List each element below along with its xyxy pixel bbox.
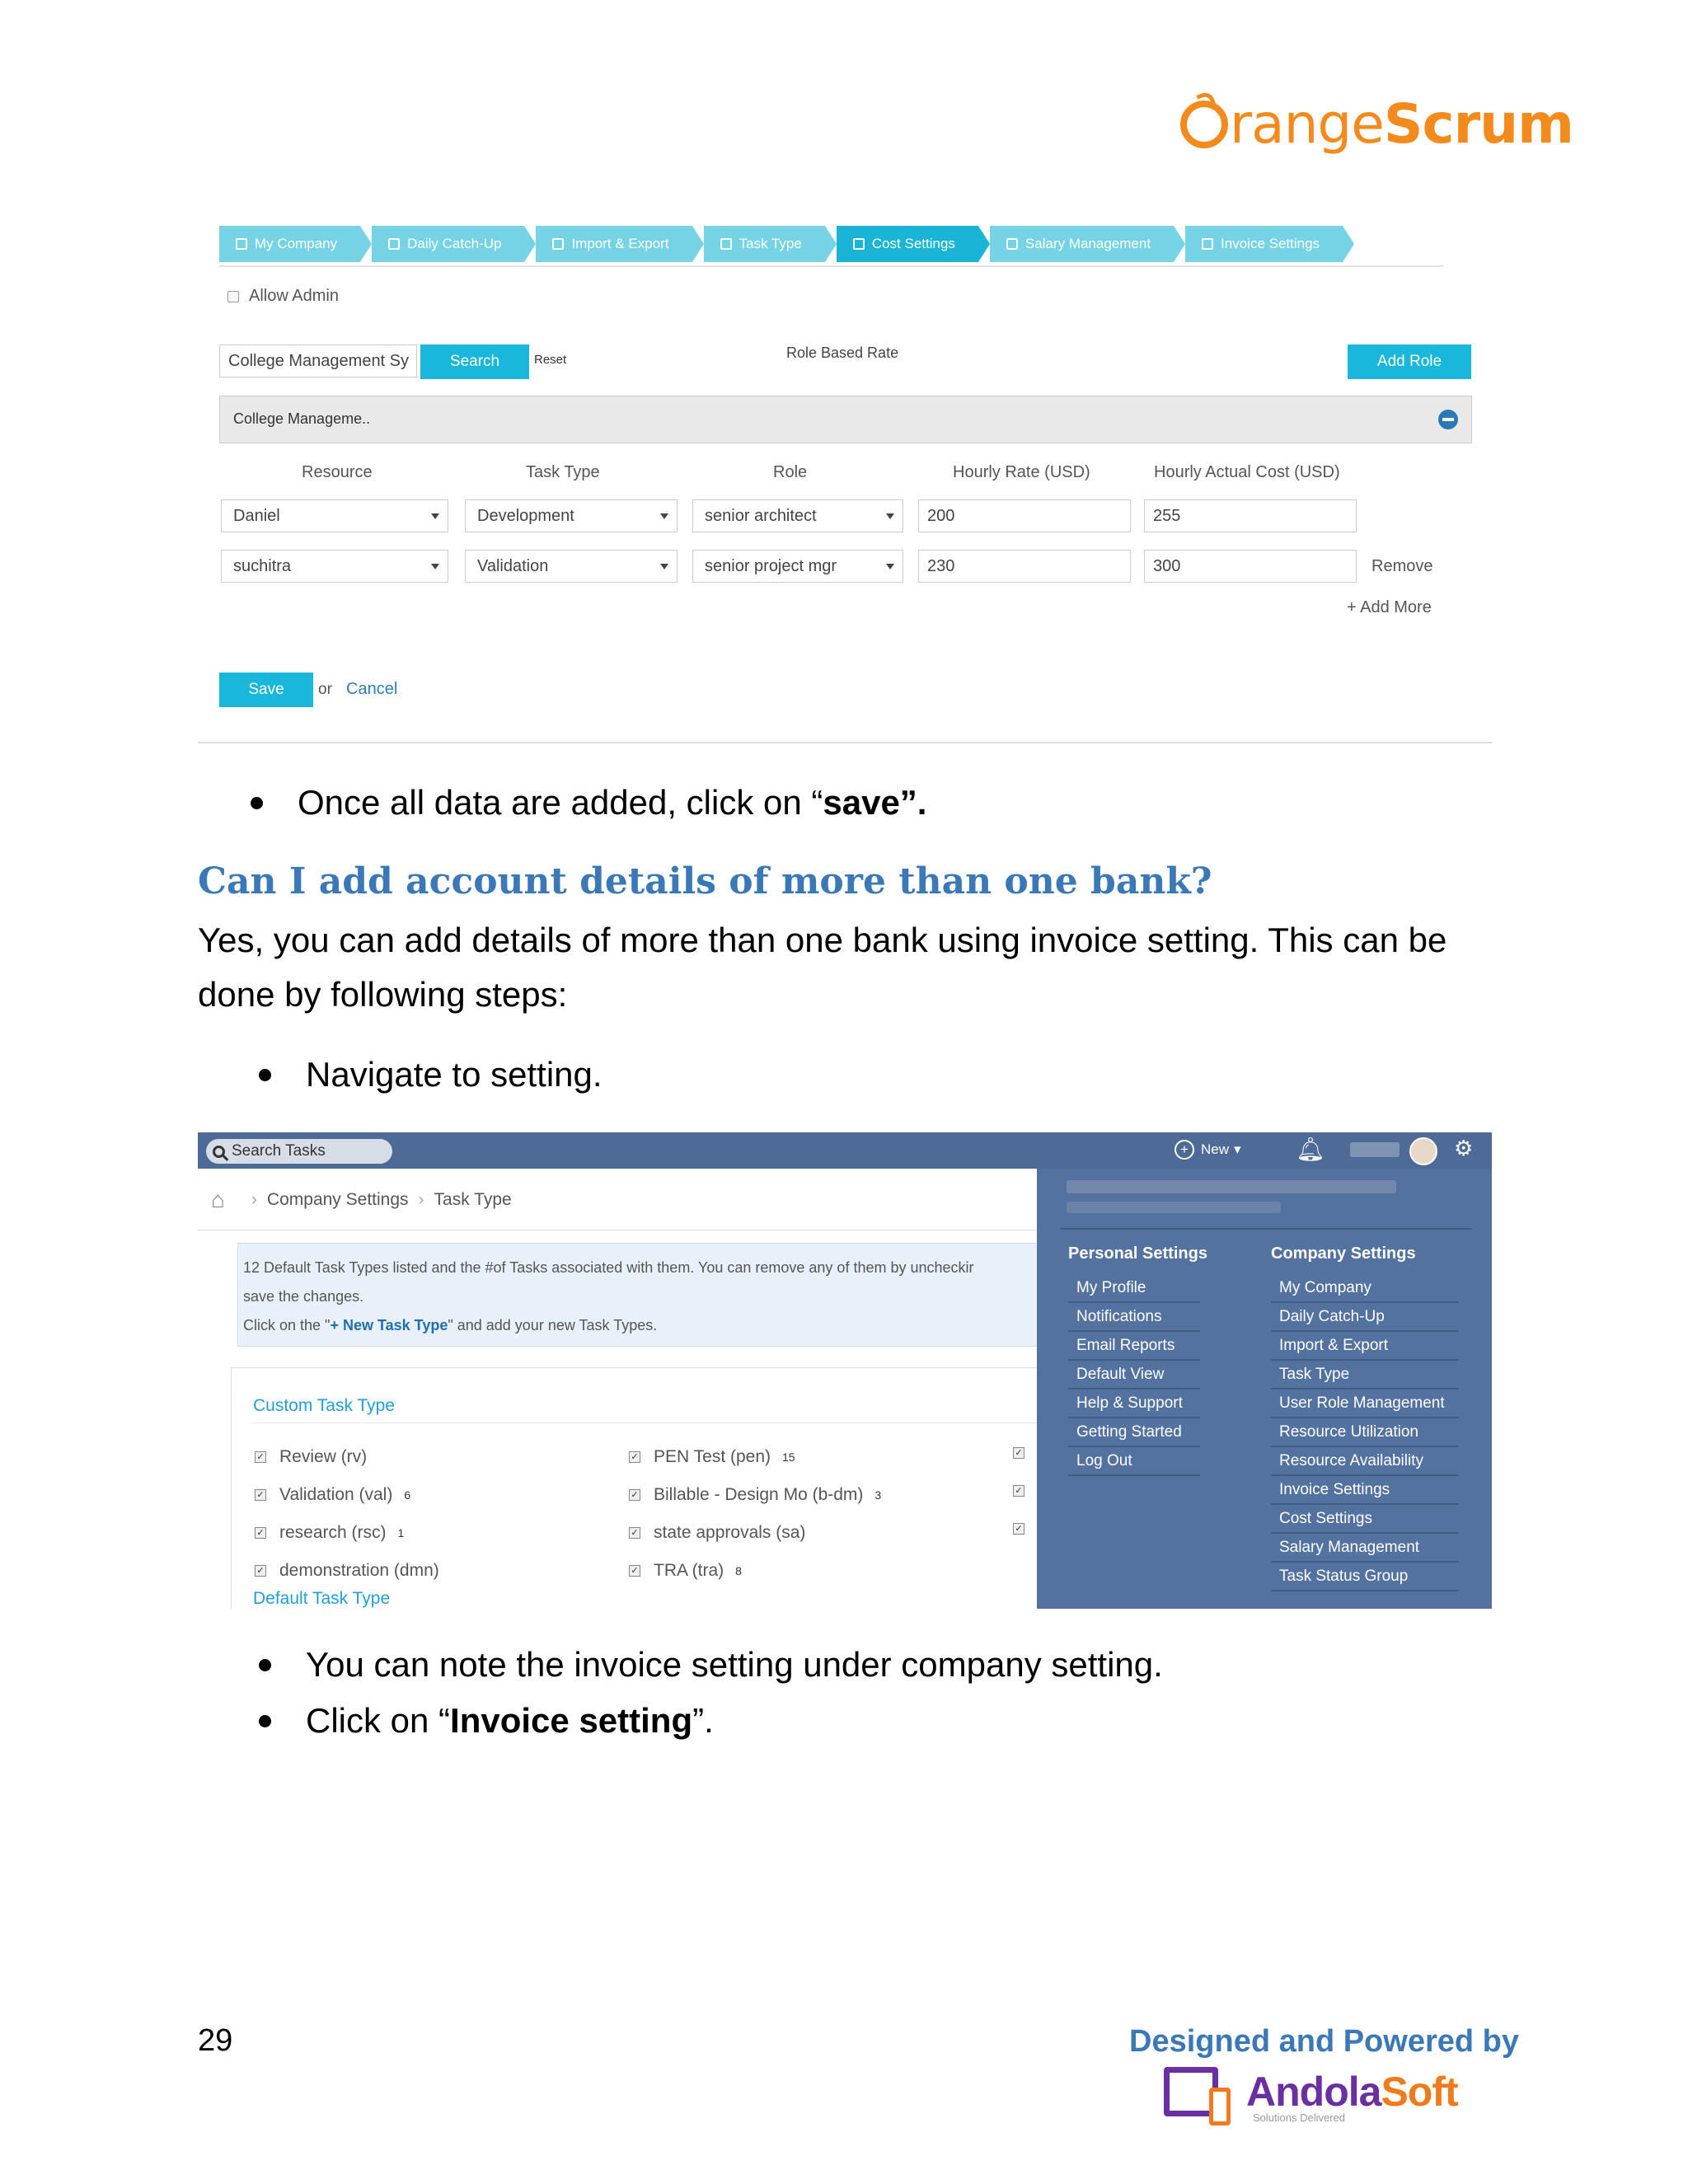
checkbox-checked-icon: ✓	[629, 1565, 640, 1577]
top-navbar	[198, 1132, 1492, 1169]
task-type-item[interactable]: ✓ PEN Test (pen) 15	[629, 1447, 795, 1467]
checkbox-checked-icon: ✓	[255, 1527, 266, 1539]
header-task-type: Task Type	[526, 463, 600, 481]
dropdown-arrow-icon	[660, 564, 668, 569]
tagline: Solutions Delivered	[1253, 2111, 1346, 2124]
task-type-item[interactable]: ✓ Billable - Design Mo (b-dm) 3	[629, 1485, 881, 1505]
settings-menu-screenshot	[198, 1132, 1492, 1609]
resource-select[interactable]: suchitra	[221, 550, 448, 583]
task-type-item[interactable]: ✓ TRA (tra) 8	[629, 1561, 742, 1581]
task-type-item[interactable]: ✓ demonstration (dmn)	[255, 1561, 451, 1581]
account-info-blurred	[1067, 1180, 1396, 1193]
breadcrumb-task-type: Task Type	[434, 1190, 512, 1209]
user-name-blurred	[1350, 1142, 1400, 1157]
avatar[interactable]	[1409, 1137, 1437, 1165]
company-settings-list	[1271, 1274, 1459, 1591]
personal-settings-title: Personal Settings	[1068, 1244, 1207, 1263]
menu-task-status-group[interactable]: Task Status Group	[1271, 1563, 1459, 1591]
cost-settings-screenshot	[198, 223, 1492, 743]
document-icon	[1202, 238, 1213, 250]
project-section-header	[219, 396, 1472, 443]
menu-my-profile[interactable]: My Profile	[1068, 1274, 1200, 1303]
checkbox-checked-icon: ✓	[629, 1527, 640, 1539]
account-email-blurred	[1067, 1202, 1281, 1213]
plus-circle-icon: +	[1175, 1140, 1194, 1160]
tab-salary-management[interactable]: Salary Management	[990, 226, 1174, 262]
dropdown-arrow-icon	[886, 513, 894, 519]
task-type-panel	[231, 1367, 1055, 1609]
menu-resource-availability[interactable]: Resource Availability	[1271, 1447, 1459, 1476]
add-role-button[interactable]: Add Role	[1348, 344, 1471, 379]
orange-icon	[1180, 101, 1228, 148]
dropdown-arrow-icon	[886, 564, 894, 569]
header-resource: Resource	[302, 463, 373, 481]
import-export-icon	[552, 238, 564, 250]
remove-link[interactable]: Remove	[1372, 557, 1433, 575]
checkbox-checked-icon: ✓	[629, 1489, 640, 1501]
role-select[interactable]: senior architect	[692, 499, 903, 532]
dropdown-arrow-icon	[431, 513, 439, 519]
tab-underline	[219, 265, 1443, 267]
add-more-link[interactable]: + Add More	[1347, 598, 1432, 616]
task-type-checkbox[interactable]	[1013, 1523, 1038, 1535]
andolasoft-logo: AndolaSoft Solutions Delivered	[1164, 2067, 1458, 2116]
menu-user-role-management[interactable]: User Role Management	[1271, 1390, 1459, 1418]
or-label: or	[318, 681, 332, 698]
powered-by-text: Designed and Powered by	[1129, 2024, 1519, 2059]
menu-import-export[interactable]: Import & Export	[1271, 1332, 1459, 1361]
divider	[1060, 1228, 1472, 1230]
logo-text-bold: Scrum	[1383, 92, 1573, 156]
checkbox-checked-icon: ✓	[1013, 1485, 1025, 1497]
default-task-type-title: Default Task Type	[253, 1589, 391, 1608]
checkbox-checked-icon: ✓	[255, 1565, 266, 1577]
task-type-item[interactable]: ✓ Validation (val) 6	[255, 1485, 410, 1505]
header-hourly-rate: Hourly Rate (USD)	[953, 463, 1090, 481]
bullet-icon	[259, 1715, 271, 1727]
menu-invoice-settings[interactable]: Invoice Settings	[1271, 1476, 1459, 1505]
paragraph: Yes, you can add details of more than one bank using invoice setting. This can be done by following steps:	[198, 921, 1447, 1014]
personal-settings-list	[1068, 1274, 1200, 1476]
section-heading: Can I add account details of more than one bank?	[198, 860, 1212, 902]
tab-import-export[interactable]: Import & Export	[536, 226, 692, 262]
home-icon[interactable]: ⌂	[211, 1187, 225, 1212]
role-based-rate-label: Role Based Rate	[786, 344, 899, 361]
page-number: 29	[198, 2023, 233, 2058]
document-icon	[853, 238, 865, 250]
task-type-checkbox[interactable]	[1013, 1485, 1038, 1497]
bullet-invoice-note: You can note the invoice setting under company setting.	[259, 1645, 1163, 1685]
settings-tabs	[219, 226, 1354, 265]
collapse-icon[interactable]	[1438, 410, 1458, 429]
hourly-rate-input[interactable]: 230	[918, 550, 1131, 583]
bullet-save: Once all data are added, click on “ save”.	[251, 783, 926, 823]
header-hourly-cost: Hourly Actual Cost (USD)	[1154, 463, 1340, 481]
checkbox-checked-icon: ✓	[629, 1451, 640, 1463]
task-type-select[interactable]: Validation	[465, 550, 678, 583]
company-settings-title: Company Settings	[1271, 1244, 1416, 1263]
menu-daily-catch-up[interactable]: Daily Catch-Up	[1271, 1303, 1459, 1332]
gear-icon[interactable]: ⚙	[1454, 1136, 1474, 1160]
tab-cost-settings[interactable]: Cost Settings	[837, 226, 978, 262]
search-tasks-input[interactable]: Search Tasks	[206, 1139, 392, 1164]
info-line-1: 12 Default Task Types listed and the #of Tasks associated with them. You can remove any of them by uncheckir	[243, 1259, 974, 1276]
custom-task-type-title: Custom Task Type	[253, 1396, 395, 1415]
list-icon	[720, 238, 732, 250]
bell-icon[interactable]: 🔔︎	[1296, 1137, 1325, 1162]
menu-cost-settings[interactable]: Cost Settings	[1271, 1505, 1459, 1534]
breadcrumb: ⌂ › Company Settings › Task Type	[211, 1187, 512, 1212]
menu-default-view[interactable]: Default View	[1068, 1361, 1200, 1390]
menu-notifications[interactable]: Notifications	[1068, 1303, 1200, 1332]
menu-salary-management[interactable]: Salary Management	[1271, 1534, 1459, 1563]
orangescrum-logo	[1180, 92, 1573, 156]
task-type-item[interactable]: ✓ state approvals (sa)	[629, 1523, 817, 1543]
save-button[interactable]: Save	[219, 673, 313, 707]
logo-text: range	[1230, 92, 1384, 156]
tab-daily-catch-up[interactable]: Daily Catch-Up	[372, 226, 524, 262]
role-select[interactable]: senior project mgr	[692, 550, 903, 583]
hourly-rate-input[interactable]: 200	[918, 499, 1131, 532]
menu-log-out[interactable]: Log Out	[1068, 1447, 1200, 1476]
menu-resource-utilization[interactable]: Resource Utilization	[1271, 1418, 1459, 1447]
bullet-icon	[259, 1069, 271, 1081]
task-type-item[interactable]: ✓ Review (rv)	[255, 1447, 378, 1467]
dropdown-arrow-icon	[431, 564, 439, 569]
allow-admin-label: Allow Admin	[249, 287, 339, 305]
task-type-item[interactable]: ✓ research (rsc) 1	[255, 1523, 404, 1543]
cancel-link[interactable]: Cancel	[346, 680, 398, 698]
monitor-phone-icon	[1164, 2067, 1218, 2116]
breadcrumb-company-settings[interactable]: Company Settings	[266, 1190, 409, 1209]
new-button[interactable]: + New ▾	[1175, 1137, 1241, 1162]
checkbox-checked-icon: ✓	[255, 1451, 266, 1463]
tab-my-company[interactable]: My Company	[219, 226, 360, 262]
tab-invoice-settings[interactable]: Invoice Settings	[1185, 226, 1343, 262]
bullet-click-invoice: Click on “ Invoice setting ”.	[259, 1701, 714, 1741]
calendar-icon	[388, 238, 400, 250]
project-section-title: College Manageme..	[233, 410, 371, 427]
menu-email-reports[interactable]: Email Reports	[1068, 1332, 1200, 1361]
project-search-input[interactable]: College Management Sy	[219, 344, 417, 377]
checkbox-checked-icon: ✓	[1013, 1523, 1025, 1535]
tab-task-type[interactable]: Task Type	[704, 226, 825, 262]
bullet-navigate: Navigate to setting.	[259, 1055, 603, 1094]
bullet-icon	[251, 797, 263, 809]
bullet-icon	[259, 1659, 271, 1671]
allow-admin-row	[227, 287, 339, 306]
document-icon	[1006, 238, 1018, 250]
hourly-cost-input[interactable]: 255	[1144, 499, 1357, 532]
search-button[interactable]: Search	[420, 344, 529, 379]
reset-link[interactable]: Reset	[534, 353, 567, 367]
header-role: Role	[773, 463, 808, 481]
search-icon	[213, 1146, 225, 1158]
checkbox-checked-icon: ✓	[255, 1489, 266, 1501]
menu-my-company[interactable]: My Company	[1271, 1274, 1459, 1303]
info-box	[237, 1243, 1045, 1347]
menu-task-type[interactable]: Task Type	[1271, 1361, 1459, 1390]
divider	[253, 1422, 1044, 1423]
resource-select[interactable]: Daniel	[221, 499, 448, 532]
menu-getting-started[interactable]: Getting Started	[1068, 1418, 1200, 1447]
checkbox-checked-icon: ✓	[1013, 1447, 1025, 1459]
menu-help-support[interactable]: Help & Support	[1068, 1390, 1200, 1418]
info-line-2: save the changes.	[243, 1288, 364, 1305]
allow-admin-checkbox[interactable]	[227, 291, 239, 302]
dropdown-arrow-icon	[660, 513, 668, 519]
task-type-select[interactable]: Development	[465, 499, 678, 532]
info-line-3: Click on the "+ New Task Type" and add your new Task Types.	[243, 1317, 658, 1333]
task-type-checkbox[interactable]	[1013, 1447, 1038, 1459]
building-icon	[236, 238, 247, 250]
settings-dropdown-menu	[1037, 1169, 1492, 1609]
hourly-cost-input[interactable]: 300	[1144, 550, 1357, 583]
